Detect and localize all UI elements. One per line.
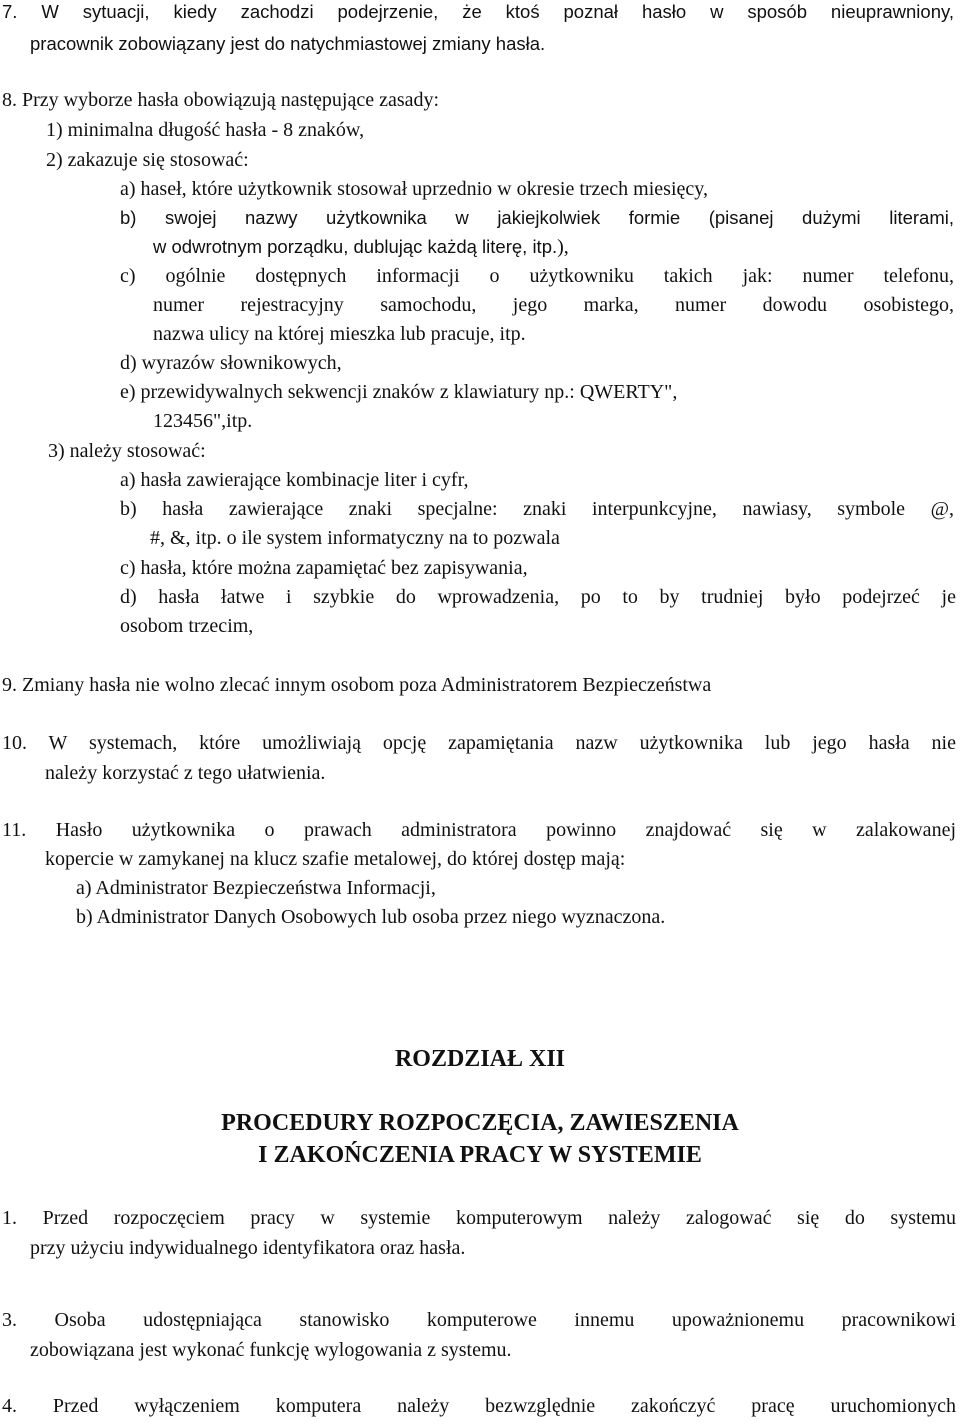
item11-b: b) Administrator Danych Osobowych lub osoba przez niego wyznaczona. bbox=[76, 906, 666, 928]
item8-rule3-b-line1: b) hasła zawierające znaki specjalne: znaki interpunkcyjne, nawiasy, symbole @, bbox=[120, 498, 954, 520]
item8-rule3-d-line1: d) hasła łatwe i szybkie do wprowadzenia, po to by trudniej było podejrzeć je bbox=[120, 586, 956, 608]
chapter-item4-line1: 4. Przed wyłączeniem komputera należy bezwzględnie zakończyć pracę uruchomionych bbox=[2, 1395, 956, 1417]
item11-a: a) Administrator Bezpieczeństwa Informacji, bbox=[76, 877, 436, 899]
item8-rule2-e-line2: 123456",itp. bbox=[153, 410, 253, 432]
item8-rule2-e-line1: e) przewidywalnych sekwencji znaków z klawiatury np.: QWERTY", bbox=[120, 381, 678, 403]
chapter-title-line2: I ZAKOŃCZENIA PRACY W SYSTEMIE bbox=[258, 1142, 702, 1168]
item8-rule3-a: a) hasła zawierające kombinacje liter i cyfr, bbox=[120, 469, 469, 491]
chapter-item1-line1: 1. Przed rozpoczęciem pracy w systemie komputerowym należy zalogować się do systemu bbox=[2, 1207, 956, 1229]
item8-rule2-a: a) haseł, które użytkownik stosował uprzednio w okresie trzech miesięcy, bbox=[120, 178, 708, 200]
chapter-item1-line2: przy użyciu indywidualnego identyfikatora oraz hasła. bbox=[30, 1237, 466, 1259]
item7-line2: pracownik zobowiązany jest do natychmiastowej zmiany hasła. bbox=[30, 33, 546, 54]
item8-rule2-b-line2 bbox=[153, 235, 960, 259]
item7-line1: 7. W sytuacji, kiedy zachodzi podejrzenie, że ktoś poznał hasło w sposób nieuprawniony, bbox=[2, 1, 954, 22]
chapter-item3-line2: zobowiązana jest wykonać funkcję wylogowania z systemu. bbox=[30, 1339, 512, 1361]
item8-rule2-b-line2-tail: ), bbox=[557, 236, 569, 258]
item8-rule2-c-line2: numer rejestracyjny samochodu, jego marka, numer dowodu osobistego, bbox=[153, 294, 954, 316]
item8-rule2-d: d) wyrazów słownikowych, bbox=[120, 352, 342, 374]
item8-rule1: 1) minimalna długość hasła - 8 znaków, bbox=[46, 119, 365, 141]
item8-rule2-b-line1: b) swojej nazwy użytkownika w jakiejkolwiek formie (pisanej dużymi literami, bbox=[120, 207, 954, 228]
item8-rule2-b-line2-text: w odwrotnym porządku, dublując każdą literę, itp. bbox=[153, 236, 558, 257]
item8-intro: 8. Przy wyborze hasła obowiązują następujące zasady: bbox=[2, 89, 440, 111]
item8-rule2: 2) zakazuje się stosować: bbox=[46, 149, 249, 171]
item11-line1: 11. Hasło użytkownika o prawach administratora powinno znajdować się w zalakowanej bbox=[2, 819, 956, 841]
item8-rule3-d-line2: osobom trzecim, bbox=[120, 615, 254, 637]
item8-rule3-b-line2: #, &, itp. o ile system informatyczny na to pozwala bbox=[150, 527, 560, 549]
item8-rule3-c: c) hasła, które można zapamiętać bez zapisywania, bbox=[120, 557, 528, 579]
chapter-item3-line1: 3. Osoba udostępniająca stanowisko komputerowe innemu upoważnionemu pracownikowi bbox=[2, 1309, 956, 1331]
item8-rule2-c-line1: c) ogólnie dostępnych informacji o użytkowniku takich jak: numer telefonu, bbox=[120, 265, 954, 287]
chapter-number: ROZDZIAŁ XII bbox=[394, 1046, 566, 1072]
item9: 9. Zmiany hasła nie wolno zlecać innym osobom poza Administratorem Bezpieczeństwa bbox=[2, 674, 712, 696]
item8-rule2-c-line3: nazwa ulicy na której mieszka lub pracuje, itp. bbox=[153, 323, 526, 345]
chapter-title-line1: PROCEDURY ROZPOCZĘCIA, ZAWIESZENIA bbox=[221, 1110, 739, 1136]
item8-rule3: 3) należy stosować: bbox=[48, 440, 206, 462]
item11-line2: kopercie w zamykanej na klucz szafie metalowej, do której dostęp mają: bbox=[45, 848, 626, 870]
item10-line1: 10. W systemach, które umożliwiają opcję zapamiętania nazw użytkownika lub jego hasła nie bbox=[2, 732, 956, 754]
item10-line2: należy korzystać z tego ułatwienia. bbox=[45, 762, 326, 784]
